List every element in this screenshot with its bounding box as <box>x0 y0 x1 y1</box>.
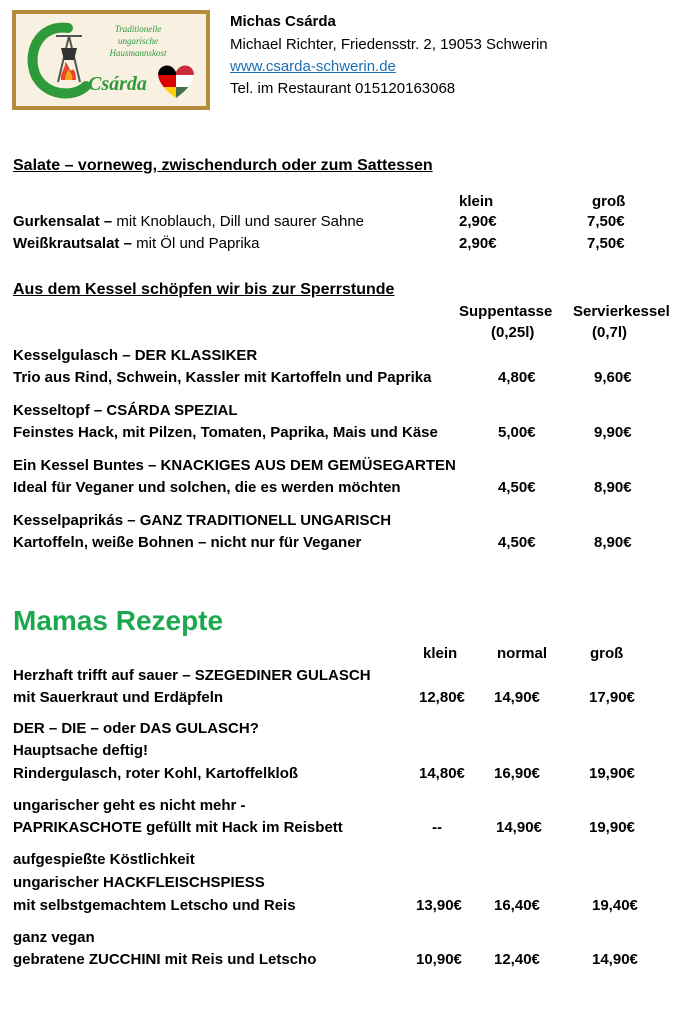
price-normal: 16,90€ <box>494 765 540 782</box>
item-desc: mit Knoblauch, Dill und saurer Sahne <box>112 213 365 230</box>
menu-item-kesseltopf: Kesseltopf – CSÁRDA SPEZIAL <box>13 402 238 419</box>
col-header-servierkessel-size: (0,7l) <box>592 324 628 341</box>
restaurant-logo <box>12 10 210 110</box>
item-desc: Kartoffeln, weiße Bohnen – nicht nur für Veganer <box>13 534 362 551</box>
logo-wordmark: Csárda <box>88 73 147 95</box>
restaurant-name: Michas Csárda <box>230 13 336 30</box>
price-normal: 14,90€ <box>494 689 540 706</box>
price-large: 19,90€ <box>589 765 635 782</box>
price-kettle: 8,90€ <box>594 534 632 551</box>
price-cup: 5,00€ <box>498 424 536 441</box>
price-small: 2,90€ <box>459 235 497 252</box>
logo-tagline-3: Hausmannskost <box>109 48 167 58</box>
price-large: 7,50€ <box>587 213 625 230</box>
section-title-mamas-rezepte: Mamas Rezepte <box>13 605 224 636</box>
price-normal: 16,40€ <box>494 897 540 914</box>
item-desc: gebratene ZUCCHINI mit Reis und Letscho <box>13 951 317 968</box>
col-header-servierkessel: Servierkessel <box>573 303 670 320</box>
col-header-normal: normal <box>497 645 548 662</box>
menu-item-gurkensalat <box>13 213 364 231</box>
price-large: 7,50€ <box>587 235 625 252</box>
price-small: 14,80€ <box>419 765 465 782</box>
item-desc: Trio aus Rind, Schwein, Kassler mit Kartoffeln und Paprika <box>13 369 432 386</box>
price-cup: 4,50€ <box>498 479 536 496</box>
price-small: 10,90€ <box>416 951 462 968</box>
price-small: 13,90€ <box>416 897 462 914</box>
price-cup: 4,80€ <box>498 369 536 386</box>
item-desc: Ideal für Veganer und solchen, die es werden möchten <box>13 479 401 496</box>
flag-heart-icon <box>152 62 202 101</box>
item-desc: ungarischer HACKFLEISCHSPIESS <box>13 874 265 891</box>
item-desc: mit Sauerkraut und Erdäpfeln <box>13 689 224 706</box>
item-name: Weißkrautsalat – <box>13 235 132 252</box>
col-header-gross: groß <box>590 645 624 662</box>
menu-item-kesselgulasch: Kesselgulasch – DER KLASSIKER <box>13 347 258 364</box>
menu-item-kesselpaprikas: Kesselpaprikás – GANZ TRADITIONELL UNGARISCH <box>13 512 392 529</box>
col-header-gross: groß <box>592 193 626 210</box>
menu-item-zucchini: ganz vegan <box>13 929 95 946</box>
menu-item-weisskrautsalat <box>13 235 260 253</box>
price-large: 17,90€ <box>589 689 635 706</box>
price-small: -- <box>432 819 442 836</box>
item-name: Gurkensalat – <box>13 213 113 230</box>
col-header-suppentasse: Suppentasse <box>459 303 553 320</box>
price-large: 19,40€ <box>592 897 638 914</box>
logo-tagline-2: ungarische <box>118 36 158 46</box>
item-desc: Feinstes Hack, mit Pilzen, Tomaten, Paprika, Mais und Käse <box>13 424 438 441</box>
menu-item-paprikaschote: ungarischer geht es nicht mehr - <box>13 797 246 814</box>
restaurant-address: Michael Richter, Friedensstr. 2, 19053 Schwerin <box>230 36 548 53</box>
csarda-logo-graphic <box>16 14 206 106</box>
menu-item-kessel-buntes: Ein Kessel Buntes – KNACKIGES AUS DEM GEMÜSEGARTEN <box>13 457 456 474</box>
item-desc: PAPRIKASCHOTE gefüllt mit Hack im Reisbett <box>13 819 343 836</box>
section-title-kessel: Aus dem Kessel schöpfen wir bis zur Sperrstunde <box>13 281 395 298</box>
price-large: 19,90€ <box>589 819 635 836</box>
item-desc: mit Öl und Paprika <box>131 235 260 252</box>
col-header-klein: klein <box>459 193 494 210</box>
price-large: 14,90€ <box>592 951 638 968</box>
menu-item-gulasch: DER – DIE – oder DAS GULASCH? <box>13 720 259 737</box>
menu-item-szegediner-gulasch: Herzhaft trifft auf sauer – SZEGEDINER GULASCH <box>13 667 371 684</box>
item-desc: mit selbstgemachtem Letscho und Reis <box>13 897 296 914</box>
price-small: 12,80€ <box>419 689 465 706</box>
price-kettle: 9,90€ <box>594 424 632 441</box>
price-kettle: 8,90€ <box>594 479 632 496</box>
restaurant-phone: Tel. im Restaurant 015120163068 <box>230 80 456 97</box>
price-normal: 14,90€ <box>496 819 542 836</box>
logo-tagline-1: Traditionelle <box>114 24 162 34</box>
col-header-suppentasse-size: (0,25l) <box>491 324 535 341</box>
menu-item-hackfleischspiess: aufgespießte Köstlichkeit <box>13 851 195 868</box>
price-kettle: 9,60€ <box>594 369 632 386</box>
section-title-salate: Salate – vorneweg, zwischendurch oder zum Sattessen <box>13 157 433 174</box>
item-desc: Hauptsache deftig! <box>13 742 149 759</box>
col-header-klein: klein <box>423 645 458 662</box>
price-small: 2,90€ <box>459 213 497 230</box>
item-desc: Rindergulasch, roter Kohl, Kartoffelkloß <box>13 765 299 782</box>
price-cup: 4,50€ <box>498 534 536 551</box>
price-normal: 12,40€ <box>494 951 540 968</box>
website-link[interactable]: www.csarda-schwerin.de <box>230 58 396 75</box>
